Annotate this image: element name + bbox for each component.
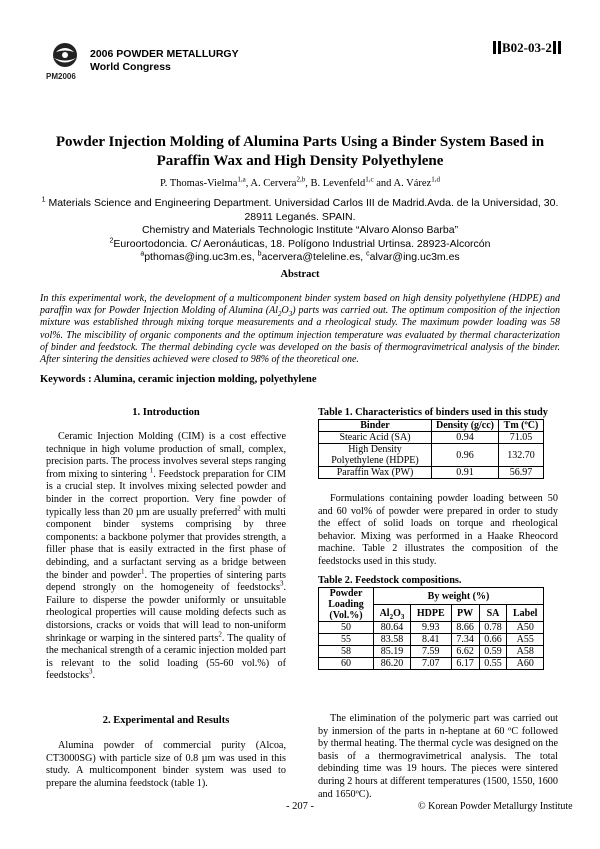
table2-caption: Table 2. Feedstock compositions. [318, 575, 462, 586]
debinding-paragraph: The elimination of the polymeric part was carried out by inmersion of the parts in n-heptane at 60 ºC followed by thermal heating. The thermal cycle was designed on the basis of a thermogravimetrical analysis. The total debinding time was 19 hours. The pieces were sintered during 2 hours at different temperatures (1500, 1550, 1600 and 1650ºC). [318, 713, 558, 800]
table-row: Stearic Acid (SA) 0.94 71.05 [319, 432, 544, 444]
affiliation-1b: Chemistry and Materials Technologic Institute “Alvaro Alonso Barba” [141, 224, 459, 236]
table-row: 55 83.58 8.41 7.34 0.66 A55 [319, 634, 544, 646]
table2 [318, 587, 544, 670]
table-row: High Density Polyethylene (HDPE) 0.96 132.70 [319, 444, 544, 467]
section-heading-experimental: 2. Experimental and Results [102, 715, 230, 726]
table-header-row: Powder Loading (Vol.%) By weight (%) [319, 588, 544, 605]
affiliation-1-cont: 28911 Leganés. SPAIN. [244, 210, 356, 223]
formulations-paragraph: Formulations containing powder loading between 50 and 60 vol% of powder were prepared in order to study the effect of solid loads on torque and rheological behavior. Mixing was performed in a Haake Rheocord machine. Table 2 illustrates the composition of the feedstocks used in this study. [318, 493, 558, 567]
paper-title [40, 133, 560, 171]
table-header-row: $Al_2O_3$ HDPE PW SA Label [319, 605, 544, 622]
affiliation-1: $^1$ Materials Science and Engineering Department. Universidad Carlos III de Madrid.Avda. de la Universidad, 30. [41, 196, 559, 209]
table1-caption: Table 1. Characteristics of binders used in this study [318, 407, 548, 418]
table-row: 58 85.19 7.59 6.62 0.59 A58 [319, 646, 544, 658]
table-row: Paraffin Wax (PW) 0.91 56.97 [319, 467, 544, 479]
affiliations [40, 197, 560, 265]
title-line1: Powder Injection Molding of Alumina Parts Using a Binder System Based in [55, 134, 545, 150]
abstract-heading: Abstract [280, 269, 320, 280]
copyright-notice: © Korean Powder Metallurgy Institute [418, 801, 573, 812]
section-heading-introduction: 1. Introduction [132, 407, 200, 418]
affiliation-2: $^2$Euroortodoncia. C/ Aeronáuticas, 18. Polígono Industrial Urtinsa. 28923-Alcorcón [109, 237, 491, 250]
author-emails: $^a$pthomas@ing.uc3m.es, $^b$acervera@teleline.es, $^c$alvar@ing.uc3m.es [140, 250, 460, 263]
paper-code-text: B02-03-2 [502, 40, 552, 55]
paper-code [492, 40, 562, 56]
table-row: 60 86.20 7.07 6.17 0.55 A60 [319, 658, 544, 670]
table-row: 50 80.64 9.93 8.66 0.78 A50 [319, 622, 544, 634]
conference-title [90, 48, 239, 74]
title-line2: Paraffin Wax and High Density Polyethylene [156, 153, 444, 169]
conference-line1: 2006 POWDER METALLURGY [90, 48, 239, 60]
table-header-row: Binder Density (g/cc) Tm (ºC) [319, 420, 544, 432]
pm2006-logo [44, 40, 86, 82]
author-list: P. Thomas-Vielma$^{1,a}$, A. Cervera$^{2,b}$, B. Levenfeld$^{1,c}$ and A. Várez$^{1,d}$ [160, 175, 440, 189]
experimental-text: Alumina powder of commercial purity (Alcoa, CT3000SG) with particle size of 0.8 µm was used in this study. A multicomponent binder system was used to prepare the alumina feedstock (table 1). [46, 740, 286, 789]
keywords: Keywords : Alumina, ceramic injection molding, polyethylene [40, 374, 317, 385]
table1 [318, 419, 544, 479]
introduction-text: Ceramic Injection Molding (CIM) is a cost effective technique in high volume production of small, complex, precision parts. The process involves several steps ranging from mixing to sintering $^1$. Feedstock preparation for CIM is a crucial step. It involves mixing selected powder and binder in the correct proportion. Very fine powder of typically less than 20 µm are usually preferred$^2$ with multi component binder systems comprising by three components: a backbone polymer that provides strength, a filler phase that is easily extracted in the first phase of debinding, and a surfactant serving as a bridge between the binder and powder$^1$. The properties of sintering parts depend strongly on the homogeneity of feedstocks$^3$. Failure to disperse the powder uniformly or unsuitable rheological properties will cause molding defects such as distorsions, cracks or voids that will lead to non-uniform shrinkage or warping in the sintered parts$^2$. The quality of the mechanical strength of a ceramic injection molded part is relevant to the solid loading (55-60 vol.%) of feedstocks$^3$. [46, 431, 286, 682]
logo-text: PM2006 [46, 72, 76, 81]
page-number: - 207 - [286, 801, 314, 812]
abstract-text: In this experimental work, the development of a multicomponent binder system based on high density polyethylene (HDPE) and paraffin wax for Powder Injection Molding of Alumina $(Al_2O_3)$ parts was carried out. The optimum composition of the injection mixture was established through mixing torque measurements and a rheological study. The maximum powder loading was 58 vol%. The miscibility of organic components and the optimum injection temperature was evaluated by thermal characterization of binder and feedstock. The thermal debinding cycle was developed on the basis of thermogravimetrical analysis of the binder. After sintering the densities achieved were closed to 98% of the theoretical one. [40, 293, 560, 366]
conference-line2: World Congress [90, 61, 171, 73]
